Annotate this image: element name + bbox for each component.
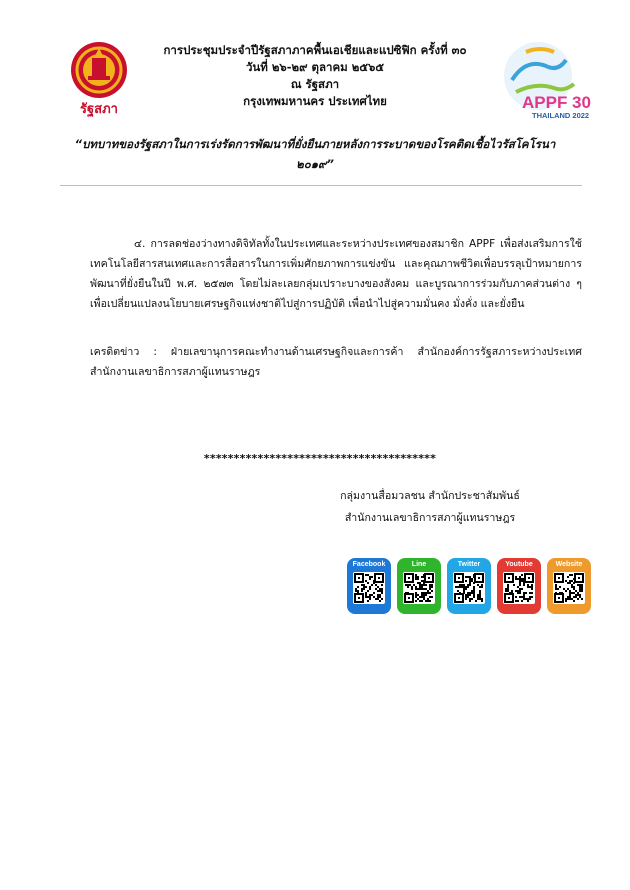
appf30-logo xyxy=(496,36,598,122)
qr-code-icon xyxy=(353,572,385,604)
meeting-theme: “บทบาทของรัฐสภาในการเร่งรัดการพัฒนาที่ยั่งยืนภายหลังการระบาดของโรคติดเชื้อไวรัสโคโรนา ๒๐๑๙” xyxy=(74,137,556,171)
appf30-logo-sub: THAILAND 2022 xyxy=(532,111,590,120)
header-location: กรุงเทพมหานคร ประเทศไทย xyxy=(243,94,387,108)
signature-line-1: กลุ่มงานสื่อมวลชน สำนักประชาสัมพันธ์ xyxy=(340,490,520,502)
qr-code-icon xyxy=(553,572,585,604)
qr-code-icon xyxy=(453,572,485,604)
parliament-logo-text: รัฐสภา xyxy=(80,102,118,117)
qr-code-icon xyxy=(403,572,435,604)
qr-label-website: Website xyxy=(555,561,583,568)
qr-label-youtube: Youtube xyxy=(505,561,533,568)
news-credit: เครดิตข่าว : ฝ่ายเลขานุการคณะทำงานด้านเศรษฐกิจและการค้า สำนักองค์การรัฐสภาระหว่างประเทศ สำนักงานเลขาธิการสภาผู้แทนราษฎร xyxy=(90,346,582,378)
appf30-logo-title: APPF 30 xyxy=(522,93,591,112)
qr-label-twitter: Twitter xyxy=(457,561,481,568)
header-date: วันที่ ๒๖-๒๙ ตุลาคม ๒๕๖๕ xyxy=(245,60,385,74)
qr-tile-website[interactable] xyxy=(547,558,591,614)
qr-label-facebook: Facebook xyxy=(352,561,386,568)
qr-tile-youtube[interactable] xyxy=(497,558,541,614)
star-separator: *************************************** xyxy=(203,452,437,465)
header-venue: ณ รัฐสภา xyxy=(290,77,340,91)
signature-line-2: สำนักงานเลขาธิการสภาผู้แทนราษฎร xyxy=(344,512,516,524)
qr-tile-twitter[interactable] xyxy=(447,558,491,614)
qr-tile-facebook[interactable] xyxy=(347,558,391,614)
body-paragraph-1: ๔. การลดช่องว่างทางดิจิทัลทั้งในประเทศและระหว่างประเทศของสมาชิก APPF เพื่อส่งเสริมการใช้เทคโนโลยีสารสนเทศและการสื่อสารในการเพิ่มศักยภาพการแข่งขัน และคุณภาพชีวิตเพื่อบรรลุเป้าหมายการพัฒนาที่ยั่งยืนในปี พ.ศ. ๒๕๗๓ โดยไม่ละเลยกลุ่มเปราะบางของสังคม และบูรณาการร่วมกับภาคส่วนต่าง ๆ เพื่อเปลี่ยนแปลงนโยบายเศรษฐกิจแห่งชาติไปสู่การปฏิบัติ เพื่อนำไปสู่ความมั่นคง มั่งคั่ง และยั่งยืน xyxy=(90,238,582,310)
qr-label-line: Line xyxy=(411,561,427,568)
header-divider xyxy=(60,185,582,186)
qr-tile-line[interactable] xyxy=(397,558,441,614)
header-title: การประชุมประจำปีรัฐสภาภาคพื้นเอเชียและแปซิฟิก ครั้งที่ ๓๐ xyxy=(163,43,467,57)
qr-code-icon xyxy=(503,572,535,604)
